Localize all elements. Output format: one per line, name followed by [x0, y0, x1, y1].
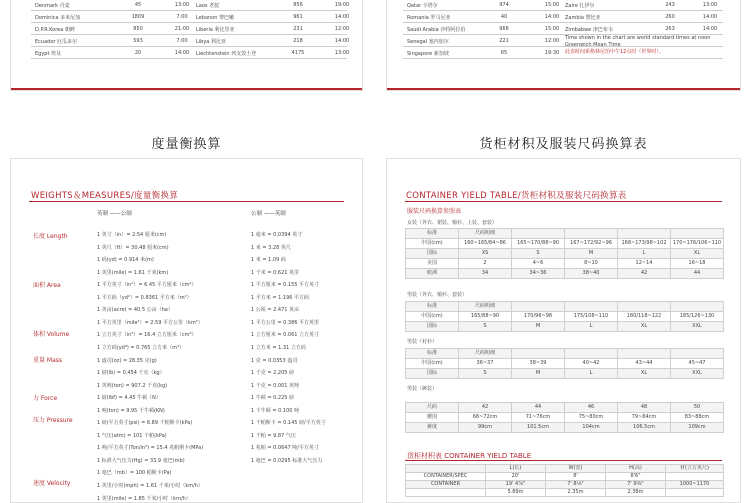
- conversion-line: 1 平方英寸（in²）= 6.45 平方厘米（cm²）: [97, 282, 197, 289]
- table-cell: 34~36: [512, 269, 565, 279]
- table-cell: L: [565, 369, 618, 379]
- timezone-cell: 966: [499, 26, 509, 32]
- table-cell: [565, 349, 618, 359]
- timezone-cell: Liberia 利比里亚: [196, 27, 235, 33]
- timezone-cell: Dominica 多米尼加: [35, 15, 81, 21]
- card-bottom-rule: [387, 88, 740, 90]
- table-row: [406, 302, 724, 312]
- conversion-line: 1 英里(mile) = 1.85 千米/小时（km/h）: [97, 495, 191, 502]
- table-row: [406, 481, 724, 489]
- table-cell: 裤度: [406, 423, 459, 433]
- container-yield-title: 货柜材积表 CONTAINER YIELD TABLE: [407, 452, 532, 460]
- table-cell: 170/96~98: [512, 312, 565, 322]
- timezone-cell: 13:00: [334, 50, 350, 56]
- timezone-note-en-2: Greenwich Mean Time: [565, 42, 621, 48]
- timezone-cell: 20: [134, 50, 142, 56]
- container-title: CONTAINER YIELD TABLE/货柜材积及服装尺码换算表: [406, 191, 627, 201]
- table-cell: 167~172/92~96: [565, 239, 618, 249]
- table-cell: [671, 302, 724, 312]
- timezone-card-right: [386, 0, 741, 91]
- table-row: [406, 322, 724, 332]
- men-shirt-size-table: [405, 348, 724, 379]
- men-outer-size-table: [405, 301, 724, 332]
- women-label: 女装（外衣、裙装、恤衫、上装、套装）: [407, 220, 498, 226]
- conversion-line: 1 千帕 = 9.87 气压: [251, 432, 296, 439]
- table-row: [406, 465, 724, 473]
- timezone-cell: 15:00: [544, 2, 560, 8]
- timezone-cell: Romania 罗马尼亚: [407, 15, 451, 21]
- table-row: [406, 239, 724, 249]
- timezone-row: [403, 47, 723, 59]
- table-cell: 79~84cm: [618, 413, 671, 423]
- table-cell: 欧洲: [406, 269, 459, 279]
- conversion-line: 1 英尺（ft）= 30.48 厘米(cm): [97, 244, 169, 251]
- category-label: 速度 Velocity: [33, 480, 71, 487]
- table-cell: 160~165/84~86: [459, 239, 512, 249]
- table-cell: [618, 229, 671, 239]
- timezone-cell: Ecuador 厄瓜多尔: [35, 39, 78, 45]
- timezone-cell: Laos 老挝: [196, 3, 220, 9]
- table-cell: 7' 8⅛": [546, 481, 606, 489]
- timezone-cell: Zimbabwe 津巴布韦: [565, 27, 613, 33]
- table-cell: W(宽): [546, 465, 606, 473]
- table-row: [406, 369, 724, 379]
- timezone-row: [31, 47, 350, 59]
- table-cell: 2: [459, 259, 512, 269]
- table-cell: XL: [618, 369, 671, 379]
- table-row: [406, 423, 724, 433]
- men-outer-label: 男装（外衣、恤衫、套装）: [407, 292, 468, 298]
- timezone-cell: 221: [499, 38, 509, 44]
- timezone-row: [403, 0, 723, 11]
- conversion-line: 1 千米 = 0.621 英里: [251, 269, 300, 276]
- table-cell: 4~6: [512, 259, 565, 269]
- timezone-cell: 13:00: [702, 2, 718, 8]
- table-cell: 170~176/106~110: [671, 239, 724, 249]
- table-cell: 34: [459, 269, 512, 279]
- conversion-line: 1 平方米 = 1.196 平方码: [251, 294, 310, 301]
- table-cell: 165/88~90: [459, 312, 512, 322]
- table-cell: 101.5cm: [512, 423, 565, 433]
- table-cell: M: [565, 249, 618, 259]
- table-row: [406, 413, 724, 423]
- timezone-cell: Zambia 赞比亚: [565, 15, 601, 21]
- conversion-line: 1 千克 = 0.001 英吨: [251, 382, 300, 389]
- table-row: [406, 312, 724, 322]
- category-label: 压力 Pressure: [33, 417, 73, 424]
- container-spec-table: [405, 464, 724, 497]
- table-cell: 83~88cm: [671, 413, 724, 423]
- timezone-cell: 231: [293, 26, 303, 32]
- table-cell: 46: [565, 403, 618, 413]
- men-shirt-label: 男装（衬衫）: [407, 339, 438, 345]
- table-cell: 185/126~130: [671, 312, 724, 322]
- table-cell: 7' 9⅜": [606, 481, 666, 489]
- category-label: 长度 Length: [33, 233, 68, 240]
- table-cell: 38~40: [565, 269, 618, 279]
- table-cell: 8'6": [606, 473, 666, 481]
- table-cell: 19' 4⅞": [486, 481, 546, 489]
- table-cell: [666, 473, 724, 481]
- timezone-cell: 15:00: [544, 26, 560, 32]
- conversion-line: 1 千帕斯卡 = 0.145 磅/平方英寸: [251, 420, 326, 427]
- timezone-cell: 14:00: [334, 38, 350, 44]
- title-rule: [29, 201, 344, 202]
- table-cell: 标准: [406, 302, 459, 312]
- size-chart-label: 服装尺码换算参照表: [407, 208, 462, 215]
- table-cell: 175/108~110: [565, 312, 618, 322]
- title-rule: [405, 201, 722, 202]
- table-cell: 中国(cm): [406, 312, 459, 322]
- timezone-cell: 263: [665, 26, 675, 32]
- table-cell: 1000~1170: [666, 481, 724, 489]
- timezone-cell: 21:00: [174, 26, 190, 32]
- timezone-cell: Denmark 丹麦: [35, 3, 70, 9]
- timezone-cell: 12:00: [334, 26, 350, 32]
- conversion-line: 1 磅(lb) = 0.454 千克（kg）: [97, 370, 165, 377]
- conversion-line: 1 标准大气压力(Hg) = 33.9 毫巴(mb): [97, 457, 185, 464]
- table-cell: 165~170/88~90: [512, 239, 565, 249]
- table-cell: 20': [486, 473, 546, 481]
- card-bottom-rule: [11, 88, 362, 90]
- col-header-imperial: 英制 ——公制: [97, 211, 132, 217]
- conversion-line: 1 英吨(ton) = 907.2 千克(kg): [97, 382, 168, 389]
- table-cell: S: [459, 369, 512, 379]
- table-cell: 尺码明细: [459, 229, 512, 239]
- conversion-line: 1 吨/平方英寸(Ton/in²) = 15.4 兆帕斯卡(MPa): [97, 445, 204, 452]
- table-cell: L: [565, 322, 618, 332]
- timezone-row: [31, 35, 350, 47]
- table-cell: 180/118~122: [618, 312, 671, 322]
- table-row: [406, 269, 724, 279]
- col-header-metric: 公制 ——英制: [251, 211, 286, 217]
- men-trousers-size-table: [405, 402, 724, 433]
- timezone-cell: 243: [665, 2, 675, 8]
- timezone-cell: 14:00: [702, 26, 718, 32]
- conversion-line: 1 千克 = 2.205 磅: [251, 370, 295, 377]
- table-cell: [671, 349, 724, 359]
- category-label: 体积 Volume: [33, 331, 70, 338]
- table-cell: [512, 229, 565, 239]
- table-cell: 44: [512, 403, 565, 413]
- category-label: 力 Force: [33, 395, 58, 402]
- table-cell: [618, 302, 671, 312]
- timezone-cell: 19:00: [334, 2, 350, 8]
- timezone-note-cn: 此表时间系格林尼治中午12点时（世界时）。: [565, 49, 664, 55]
- timezone-cell: 40: [500, 14, 508, 20]
- conversion-line: 1 平方英里（mile²）= 2.59 平方公里（km²）: [97, 319, 203, 326]
- table-cell: 36~37: [459, 359, 512, 369]
- table-cell: 尺码: [406, 403, 459, 413]
- table-row: [406, 259, 724, 269]
- conversion-line: 1 牛顿 = 0.225 磅: [251, 395, 295, 402]
- table-cell: 2.38m: [606, 489, 666, 497]
- table-cell: 99cm: [459, 423, 512, 433]
- table-cell: M: [512, 369, 565, 379]
- table-cell: 尺码明细: [459, 349, 512, 359]
- conversion-line: 1 毫巴（mb）= 100 帕斯卡(Pa): [97, 470, 172, 477]
- table-cell: [565, 229, 618, 239]
- timezone-cell: Lebanon 黎巴嫩: [196, 15, 234, 21]
- table-row: [406, 403, 724, 413]
- timezone-table-right: [403, 0, 723, 59]
- conversion-line: 1 公顷 = 2.471 英亩: [251, 307, 300, 314]
- timezone-cell: D.P.R.Korea 朝鲜: [35, 27, 75, 33]
- conversion-line: 1 平方厘米 = 0.155 平方英寸: [251, 282, 320, 289]
- table-cell: 中国(cm): [406, 359, 459, 369]
- table-cell: 43~44: [618, 359, 671, 369]
- table-cell: XXL: [671, 369, 724, 379]
- heading-container: 货柜材积及服装尺码换算表: [479, 137, 648, 152]
- conversion-line: 1 兆帕 = 0.0647 吨/平方英寸: [251, 445, 319, 452]
- timezone-cell: 14:00: [702, 14, 718, 20]
- table-cell: [406, 465, 486, 473]
- table-cell: S: [459, 322, 512, 332]
- timezone-cell: 593: [133, 38, 143, 44]
- conversion-line: 1 立方英寸（in³）= 16.4 立方厘米（cm³）: [97, 332, 197, 339]
- table-cell: 40~42: [565, 359, 618, 369]
- table-cell: XXL: [671, 322, 724, 332]
- women-size-table: [405, 228, 724, 279]
- conversion-line: 1 立方厘米 = 0.061 立方英寸: [251, 332, 320, 339]
- timezone-cell: 1809: [131, 14, 145, 20]
- timezone-note-en-1: Time shown in the chart are world standard times at noon: [565, 35, 711, 41]
- table-cell: 45~47: [671, 359, 724, 369]
- table-cell: XS: [459, 249, 512, 259]
- table-row: [406, 229, 724, 239]
- table-cell: [565, 302, 618, 312]
- table-cell: [666, 489, 724, 497]
- table-cell: CONTAINER/SPEC: [406, 473, 486, 481]
- table-row: [406, 249, 724, 259]
- conversion-line: 1 毫米 = 0.0394 英寸: [251, 232, 303, 238]
- timezone-cell: Qatar 卡塔尔: [407, 3, 438, 9]
- table-cell: 8': [546, 473, 606, 481]
- table-cell: 5.89m: [486, 489, 546, 497]
- conversion-line: 1 立方码(yd³) = 0.765 立方米（m³）: [97, 344, 184, 351]
- table-cell: 75~80cm: [565, 413, 618, 423]
- timezone-cell: Senegal 塞内加尔: [407, 39, 449, 45]
- table-cell: XL: [618, 322, 671, 332]
- table-cell: [512, 302, 565, 312]
- table-cell: 标准: [406, 349, 459, 359]
- table-cell: S: [512, 249, 565, 259]
- table-cell: 38~39: [512, 359, 565, 369]
- timezone-card-left: [10, 0, 363, 91]
- timezone-cell: 850: [133, 26, 143, 32]
- table-cell: 68~72cm: [459, 413, 512, 423]
- conversion-line: 1 码(yd) = 0.914 米(m): [97, 257, 154, 264]
- table-cell: 美国: [406, 259, 459, 269]
- table-cell: CONTAINER: [406, 481, 486, 489]
- table-cell: [406, 489, 486, 497]
- conversion-line: 1 吨(ton) = 9.95 千牛顿(KN): [97, 407, 165, 414]
- table-cell: 尺码明细: [459, 302, 512, 312]
- conversion-line: 1 英里(mile) = 1.61 千米(km): [97, 269, 169, 276]
- table-cell: XL: [671, 249, 724, 259]
- table-cell: 50: [671, 403, 724, 413]
- timezone-cell: 13:00: [174, 2, 190, 8]
- table-cell: 168~173/98~102: [618, 239, 671, 249]
- conversion-line: 1 立方米 = 1.31 立方码: [251, 344, 306, 351]
- container-title-rule: [405, 460, 722, 461]
- table-cell: 48: [618, 403, 671, 413]
- timezone-cell: Singapore 新加坡: [407, 51, 449, 57]
- heading-weights: 度量衡换算: [151, 137, 222, 152]
- timezone-row: [403, 11, 723, 23]
- table-cell: 42: [618, 269, 671, 279]
- table-row: [406, 359, 724, 369]
- conversion-line: 1 磅/平方英寸(psi) = 6.89 千帕斯卡(kPa): [97, 420, 193, 427]
- table-cell: 国际: [406, 369, 459, 379]
- timezone-cell: 4175: [291, 50, 305, 56]
- table-cell: 16~18: [671, 259, 724, 269]
- category-label: 重量 Mass: [33, 357, 63, 364]
- timezone-cell: 974: [499, 2, 509, 8]
- table-cell: H(高): [606, 465, 666, 473]
- timezone-cell: 19:30: [544, 50, 560, 56]
- table-cell: 国际: [406, 249, 459, 259]
- conversion-line: 1 磅(lbf) = 4.45 牛顿（N）: [97, 395, 161, 402]
- table-cell: [618, 349, 671, 359]
- timezone-cell: 14:00: [174, 50, 190, 56]
- conversion-line: 1 英亩(acre) = 40.5 公亩（ha）: [97, 307, 173, 314]
- table-row: [406, 489, 724, 497]
- table-cell: L: [618, 249, 671, 259]
- table-cell: 中国(cm): [406, 239, 459, 249]
- conversion-line: 1 英寸（in）= 2.54 厘米(cm): [97, 232, 167, 238]
- table-row: [406, 349, 724, 359]
- conversion-line: 1 克 = 0.0353 盎司: [251, 357, 298, 364]
- timezone-cell: 218: [293, 38, 303, 44]
- conversion-line: 1 盎司(oz) = 28.35 克(g): [97, 357, 157, 364]
- timezone-row: [31, 23, 350, 35]
- men-trousers-label: 男装（裤装）: [407, 386, 438, 392]
- conversion-line: 1 英里/小时(mph) = 1.61 千米/小时（km/h）: [97, 483, 203, 489]
- table-cell: 42: [459, 403, 512, 413]
- table-cell: 8~10: [565, 259, 618, 269]
- timezone-cell: 45: [134, 2, 142, 8]
- timezone-cell: 14:00: [544, 14, 560, 20]
- container-yield-card: [386, 158, 741, 503]
- timezone-cell: Egypt 埃及: [35, 51, 62, 57]
- table-cell: 国际: [406, 322, 459, 332]
- timezone-cell: 961: [293, 14, 303, 20]
- conversion-line: 1 米 = 3.28 英尺: [251, 244, 291, 251]
- table-cell: 材(立方英尺): [666, 465, 724, 473]
- table-cell: [671, 229, 724, 239]
- table-cell: L(长): [486, 465, 546, 473]
- table-cell: 2.35m: [546, 489, 606, 497]
- timezone-cell: 7:00: [176, 38, 188, 44]
- conversion-line: 1 毫巴 = 0.0295 标准大气压力: [251, 457, 323, 464]
- category-label: 面积 Area: [33, 282, 61, 289]
- table-cell: 12~14: [618, 259, 671, 269]
- timezone-cell: 7:00: [176, 14, 188, 20]
- weights-measures-card: [10, 158, 363, 503]
- timezone-table-left: [31, 0, 350, 59]
- timezone-cell: Liechtenstein 列支敦士登: [196, 51, 257, 57]
- table-cell: 104cm: [565, 423, 618, 433]
- timezone-cell: 65: [500, 50, 508, 56]
- timezone-cell: Libya 利比亚: [196, 39, 226, 45]
- timezone-cell: 12:00: [544, 38, 560, 44]
- table-row: [406, 473, 724, 481]
- table-cell: 44: [671, 269, 724, 279]
- conversion-line: 1 平方码（yd²）= 0.8361 平方米（m²）: [97, 294, 192, 301]
- table-cell: 71~76cm: [512, 413, 565, 423]
- timezone-cell: Zaire 扎伊尔: [565, 3, 595, 9]
- timezone-row: [31, 11, 350, 23]
- conversion-line: 1 平方公里 = 0.386 平方英里: [251, 319, 320, 326]
- conversion-line: 1 米 = 1.09 码: [251, 257, 286, 264]
- table-cell: 106.5cm: [618, 423, 671, 433]
- table-cell: [512, 349, 565, 359]
- table-cell: M: [512, 322, 565, 332]
- weights-title: WEIGHTS＆MEASURES/度量衡换算: [31, 191, 179, 201]
- table-cell: 腰围: [406, 413, 459, 423]
- conversion-line: 1 气压(atm) = 101 千帕(kPa): [97, 432, 167, 439]
- timezone-cell: Saudi Arabia 沙特阿拉伯: [407, 27, 466, 33]
- table-cell: 标准: [406, 229, 459, 239]
- conversion-line: 1 千牛顿 = 0.100 吨: [251, 407, 300, 414]
- timezone-row: [31, 0, 350, 11]
- timezone-row: [403, 23, 723, 35]
- timezone-cell: 14:00: [334, 14, 350, 20]
- timezone-cell: 260: [665, 14, 675, 20]
- table-cell: 109cm: [671, 423, 724, 433]
- timezone-cell: 856: [293, 2, 303, 8]
